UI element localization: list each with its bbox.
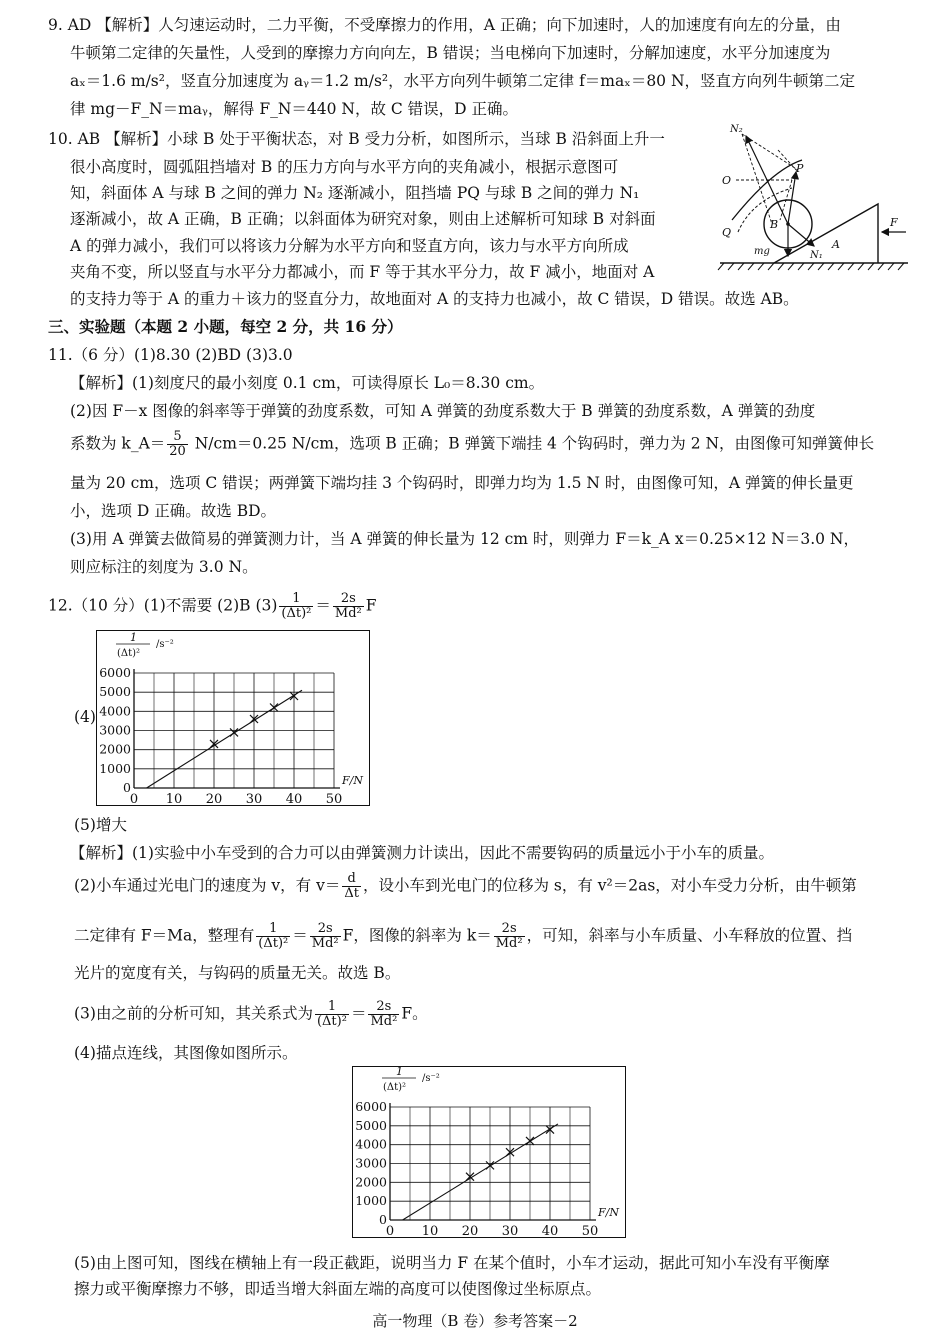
chart-1-x-tick-label: 50: [325, 792, 343, 806]
chart-2-x-tick-label: 50: [581, 1224, 599, 1238]
q12-a3-frac2: [310, 922, 341, 951]
q9-line-4: 律 mg－F_N＝maᵧ，解得 F_N＝440 N，故 C 错误，D 正确。: [70, 100, 519, 118]
chart-2-x-tick-label: 10: [421, 1224, 439, 1238]
q12-a3-k-2s: 2s: [494, 922, 525, 937]
q12-a3-one: 1: [256, 922, 290, 937]
label-n2: N₂: [730, 124, 743, 135]
q12-analysis-7a: (5)由上图可知，图线在横轴上有一段正截距，说明当力 F 在某个值时，小车才运动，据此可知小车没有平衡摩: [74, 1254, 830, 1272]
chart-2-y-tick-label: 6000: [355, 1099, 387, 1114]
q12-a2-dt: Δt: [344, 886, 359, 901]
q12-analysis-2: [74, 872, 857, 901]
chart-2-y-tick-label: 5000: [355, 1117, 387, 1133]
q12-analysis-1: 【解析】(1)实验中小车受到的合力可以由弹簧测力计读出，因此不需要钩码的质量远小于小车的质量。: [70, 844, 774, 862]
q12-a3-frac1: [256, 922, 290, 951]
q12-header: [48, 592, 377, 621]
chart-1-ylabel-num: 1: [130, 631, 137, 644]
chart-1-y-tick-label: 0: [123, 780, 131, 795]
chart-1-xlabel: F/N: [342, 774, 363, 787]
q9-line-2: 牛顿第二定律的矢量性，人受到的摩擦力方向向左，B 错误；当电梯向下加速时，分解加速度，水平分加速度为: [70, 44, 831, 62]
q10-line-7: 的支持力等于 A 的重力＋该力的竖直分力，故地面对 A 的支持力也减小，故 C 错误，D 错误。故选 AB。: [70, 290, 799, 308]
q12-a5-md2: Md²: [370, 1014, 398, 1029]
q9-line-3: aₓ＝1.6 m/s²，竖直分加速度为 aᵧ＝1.2 m/s²，水平方向列牛顿第二定律 f＝maₓ＝80 N，竖直方向列牛顿第二定: [70, 72, 856, 90]
q12-a5-2s: 2s: [368, 1000, 399, 1015]
q11-line-7: 则应标注的刻度为 3.0 N。: [70, 558, 258, 576]
chart-1-x-tick-label: 10: [165, 792, 183, 806]
q12-a5-frac2: [368, 1000, 399, 1029]
chart-2-y-tick-label: 2000: [355, 1174, 387, 1190]
q11-line-6: (3)用 A 弹簧去做简易的弹簧测力计，当 A 弹簧的伸长量为 12 cm 时，则弹力 F＝k_A x＝0.25×12 N＝3.0 N，: [70, 530, 859, 548]
q12-analysis-4: 光片的宽度有关，与钩码的质量无关。故选 B。: [74, 964, 401, 982]
label-mg: mg: [754, 246, 770, 257]
q12-analysis-7b: 擦力或平衡摩擦力不够，即适当增大斜面左端的高度可以使图像过坐标原点。: [74, 1280, 602, 1298]
q11-k-prefix: 系数为 k_A＝: [70, 434, 166, 453]
chart-2-y-tick-label: 4000: [355, 1136, 387, 1152]
chart-2-x-tick-label: 40: [541, 1224, 559, 1238]
label-p: P: [796, 162, 804, 175]
chart-2-svg: [352, 1066, 626, 1238]
q12-a3-md2: Md²: [311, 936, 339, 951]
q11-line-1: 【解析】(1)刻度尺的最小刻度 0.1 cm，可读得原长 L₀＝8.30 cm。: [70, 374, 545, 392]
chart-1-y-tick-label: 5000: [99, 684, 131, 700]
q11-k-suffix: N/cm＝0.25 N/cm，选项 B 正确；B 弹簧下端挂 4 个钩码时，弹力为 2 N，由图像可知弹簧伸长: [189, 434, 875, 453]
q12-a3-frac3: [494, 922, 525, 951]
q12-h-dt: (Δt)²: [281, 606, 312, 621]
chart-2-ylabel-den: (Δt)²: [383, 1082, 407, 1093]
chart-1-y-tick-label: 1000: [99, 760, 131, 776]
chart-2: [352, 1066, 626, 1238]
page-footer: 高一物理（B 卷）参考答案－2: [372, 1312, 578, 1330]
q12-a3-k-md2: Md²: [495, 936, 523, 951]
q11-k-fraction: [167, 430, 188, 459]
q12-a2-d: d: [342, 872, 361, 887]
q12-analysis-6: (4)描点连线，其图像如图所示。: [74, 1044, 298, 1062]
q10-line-5: A 的弹力减小，我们可以将该力分解为水平方向和竖直方向，该力与水平方向所成: [70, 237, 629, 255]
q11-k-den: 20: [169, 444, 186, 459]
q12-a2-frac: [342, 872, 361, 901]
q10-line-3: 知，斜面体 A 与球 B 之间的弹力 N₂ 逐渐减小，阻挡墙 PQ 与球 B 之间的弹力 N₁: [70, 184, 640, 202]
q10-line-2: 很小高度时，圆弧阻挡墙对 B 的压力方向与水平方向的夹角减小，根据示意图可: [70, 158, 619, 176]
label-n1: N₁: [810, 250, 823, 261]
ground-hatch: [718, 263, 904, 270]
chart-2-y-tick-label: 0: [379, 1212, 387, 1227]
q12-a5-eq: ＝: [350, 1004, 367, 1023]
q12-header-prefix: 12.（10 分）(1)不需要 (2)B (3): [48, 596, 278, 615]
chart-1-ylabel-den: (Δt)²: [117, 648, 141, 659]
q10-line-4: 逐渐减小，故 A 正确，B 正确；以斜面体为研究对象，则由上述解析可知球 B 对斜面: [70, 210, 656, 228]
q9-line-1: 9. AD 【解析】人匀速运动时，二力平衡，不受摩擦力的作用，A 正确；向下加速时，人的加速度有向左的分量，由: [48, 16, 841, 34]
label-f: F: [890, 216, 898, 229]
chart-1-y-tick-label: 3000: [99, 722, 131, 738]
q12-a5-one: 1: [315, 1000, 349, 1015]
q11-line-2: (2)因 F－x 图像的斜率等于弹簧的劲度系数，可知 A 弹簧的劲度系数大于 B 弹簧的劲度系数，A 弹簧的劲度: [70, 402, 816, 420]
chart-2-ylabel-unit: /s⁻²: [422, 1073, 440, 1084]
chart-1-fit-line-extension: [147, 771, 174, 788]
helper-line-5: [778, 150, 798, 172]
chart-1-x-tick-label: 40: [285, 792, 303, 806]
q12-a2-prefix: (2)小车通过光电门的速度为 v，有 v＝: [74, 876, 341, 895]
q11-header: 11.（6 分）(1)8.30 (2)BD (3)3.0: [48, 346, 293, 364]
chart-1-y-tick-label: 2000: [99, 741, 131, 757]
q12-part4-label: (4): [74, 708, 96, 726]
q12-a3-prefix: 二定律有 F＝Ma，整理有: [74, 926, 255, 945]
label-q: Q: [722, 226, 732, 239]
q12-h-2s: 2s: [333, 592, 364, 607]
chart-2-x-tick-label: 0: [385, 1224, 395, 1238]
chart-1-svg: [96, 630, 370, 806]
chart-2-xlabel: F/N: [598, 1206, 619, 1219]
q11-line-4: 量为 20 cm，选项 C 错误；两弹簧下端均挂 3 个钩码时，即弹力均为 1.5 N 时，由图像可知，A 弹簧的伸长量更: [70, 474, 854, 492]
q12-a3-eq: ＝: [292, 926, 308, 945]
chart-1-y-tick-label: 4000: [99, 703, 131, 719]
section-3-title: 三、实验题（本题 2 小题，每空 2 分，共 16 分）: [48, 317, 403, 336]
label-a: A: [832, 238, 840, 251]
q12-a3-dt: (Δt)²: [258, 936, 289, 951]
chart-2-fit-line-extension: [403, 1203, 430, 1220]
chart-1-x-tick-label: 20: [205, 792, 223, 806]
q12-header-frac2: [333, 592, 364, 621]
label-b: B: [770, 218, 779, 231]
q11-line-3: [70, 430, 874, 459]
force-diagram: [712, 120, 912, 272]
wall-dashed-arc: [738, 188, 792, 232]
q12-h-md2: Md²: [334, 606, 362, 621]
q12-a5-frac1: [315, 1000, 349, 1029]
q12-a3-2s: 2s: [310, 922, 341, 937]
chart-1-x-tick-label: 0: [129, 792, 139, 806]
helper-line-3: [742, 134, 798, 170]
q11-k-num: 5: [167, 430, 188, 445]
chart-1-y-tick-label: 6000: [99, 665, 131, 680]
chart-1: [96, 630, 370, 806]
q12-a2-suffix: ，设小车到光电门的位移为 s，有 v²＝2as，对小车受力分析，由牛顿第: [362, 876, 857, 895]
chart-2-x-tick-label: 20: [461, 1224, 479, 1238]
chart-2-x-tick-label: 30: [501, 1224, 519, 1238]
label-o: O: [722, 174, 732, 187]
q12-a5-suffix: F。: [401, 1004, 428, 1023]
chart-1-ylabel-unit: /s⁻²: [156, 639, 174, 650]
q12-a5-prefix: (3)由之前的分析可知，其关系式为: [74, 1004, 313, 1023]
q10-line-1: 10. AB 【解析】小球 B 处于平衡状态，对 B 受力分析，如图所示，当球 B 沿斜面上升一: [48, 130, 665, 148]
q12-analysis-5: [74, 1000, 428, 1029]
q12-h-F: F: [365, 596, 377, 615]
q11-line-5: 小，选项 D 正确。故选 BD。: [70, 502, 277, 520]
q12-a3-mid: F，图像的斜率为 k＝: [342, 926, 492, 945]
q12-analysis-3: [74, 922, 852, 951]
q12-header-frac1: [279, 592, 313, 621]
chart-2-ylabel-num: 1: [396, 1066, 403, 1078]
chart-1-x-tick-label: 30: [245, 792, 263, 806]
q10-line-6: 夹角不变，所以竖直与水平分力都减小，而 F 等于其水平分力，故 F 减小，地面对 A: [70, 263, 655, 281]
q12-h-one: 1: [279, 592, 313, 607]
q12-part5: (5)增大: [74, 816, 127, 834]
q12-a3-suffix: ，可知，斜率与小车质量、小车释放的位置、挡: [526, 926, 853, 945]
chart-2-y-tick-label: 3000: [355, 1155, 387, 1171]
q12-h-eq: ＝: [315, 596, 331, 615]
chart-2-y-tick-label: 1000: [355, 1193, 387, 1209]
q12-a5-dt: (Δt)²: [316, 1014, 347, 1029]
